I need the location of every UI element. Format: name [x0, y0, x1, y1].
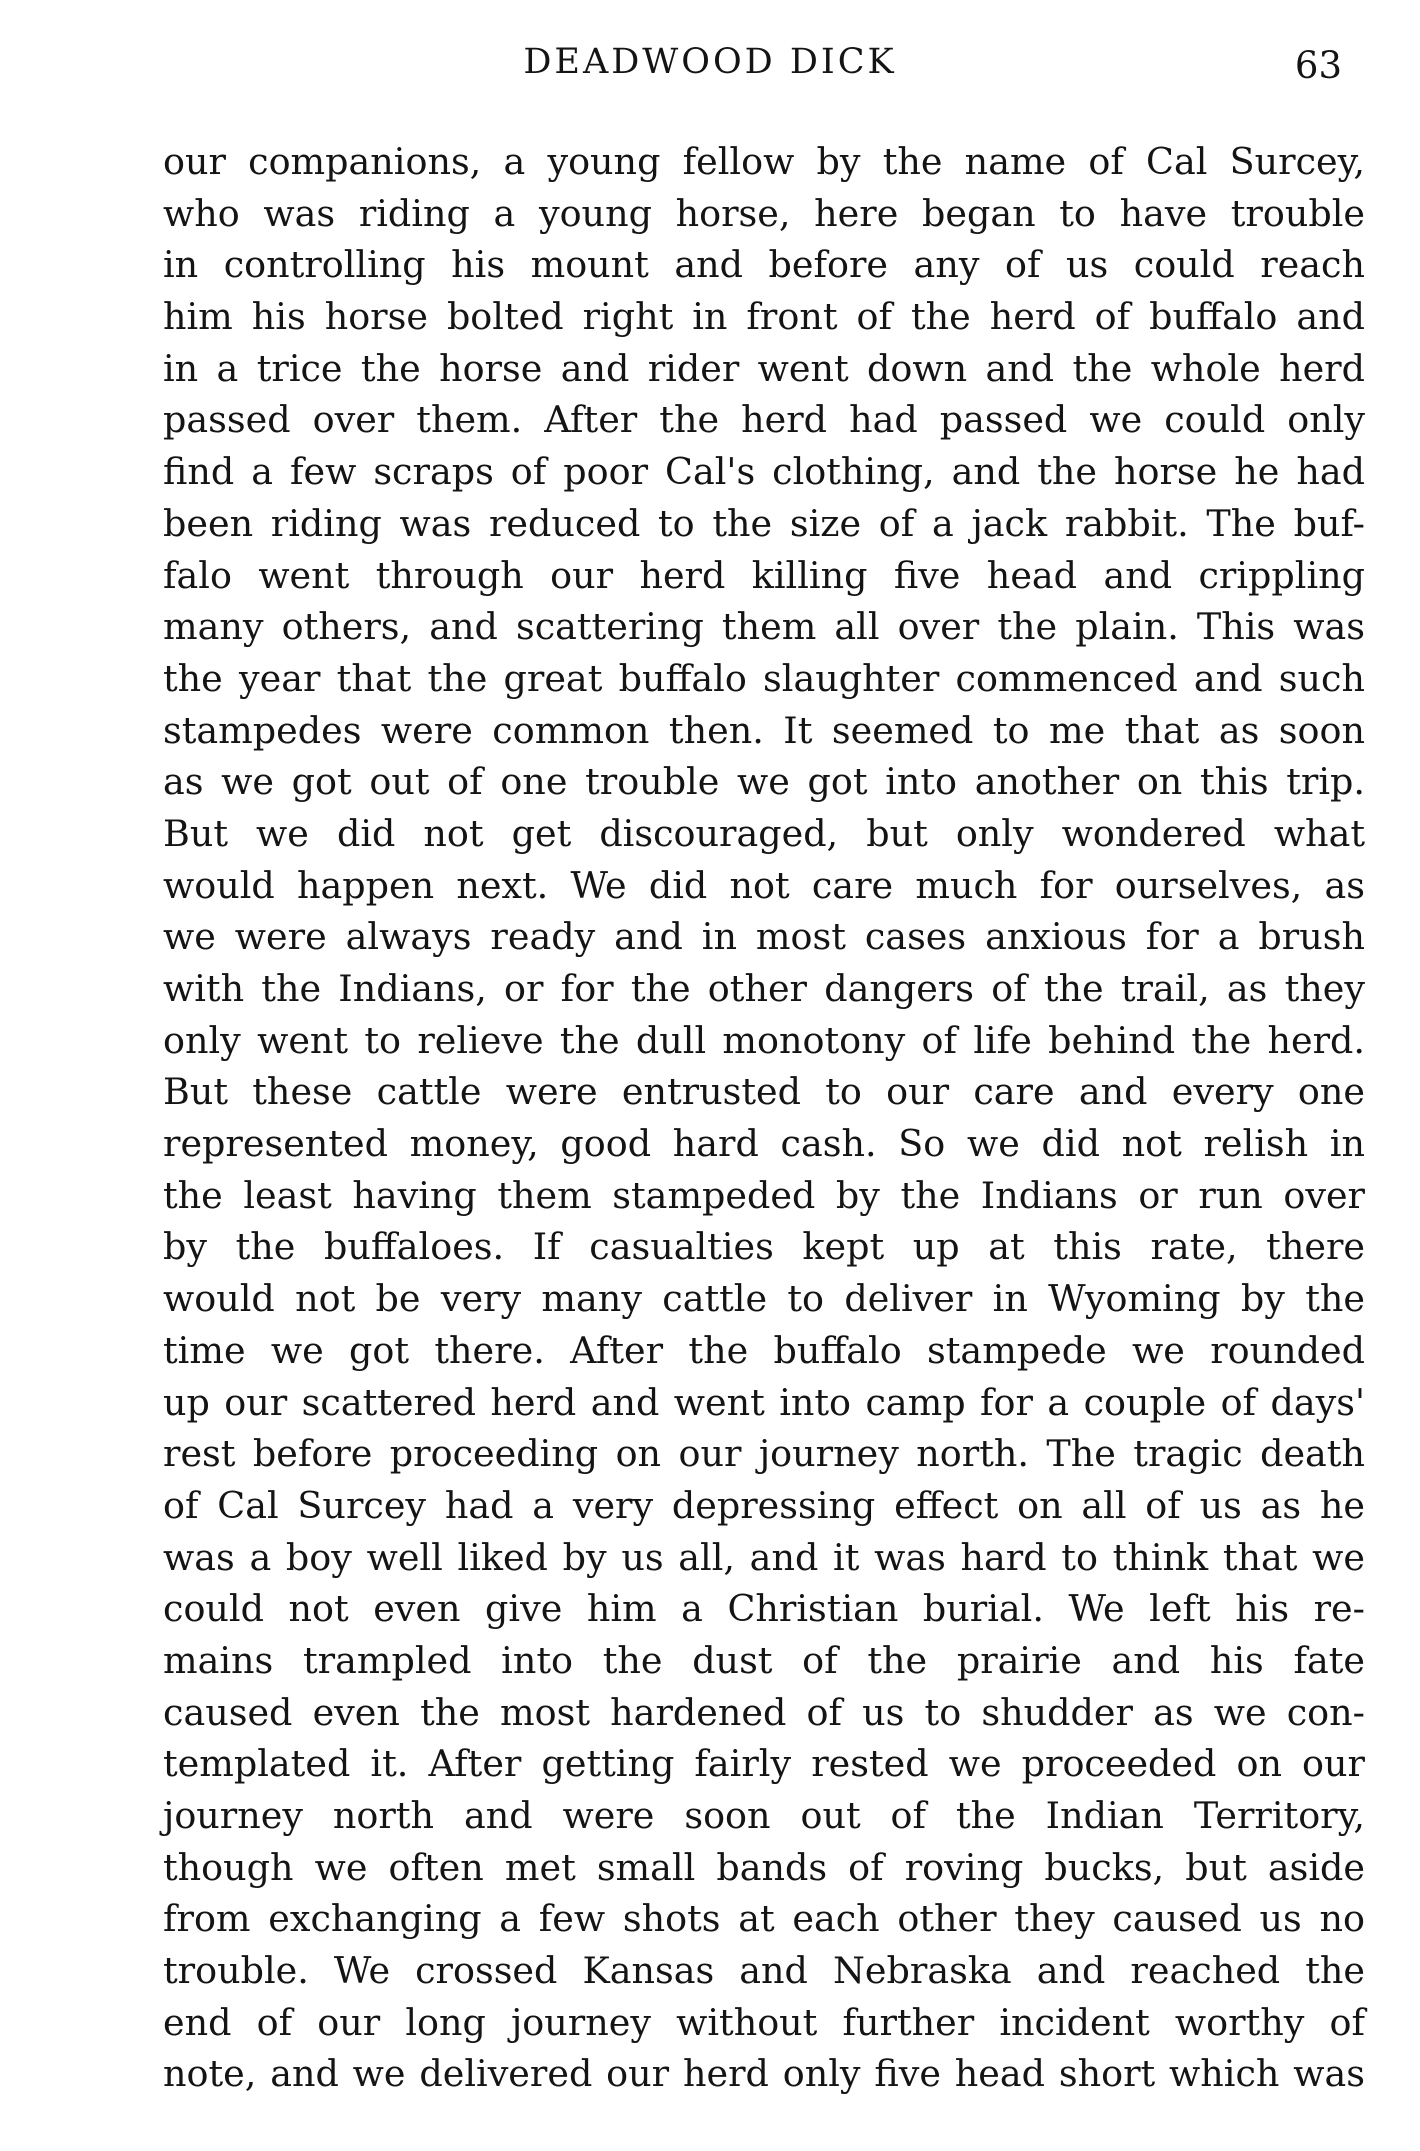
- text-line: trouble. We crossed Kansas and Nebraska and reached the: [163, 1949, 1365, 1993]
- text-line: the year that the great buffalo slaughter commenced and such: [163, 656, 1365, 700]
- text-line: him his horse bolted right in front of the herd of buffalo and: [163, 295, 1365, 339]
- text-line: who was riding a young horse, here began to have trouble: [163, 191, 1365, 235]
- text-line: could not even give him a Christian burial. We left his re-: [163, 1587, 1365, 1631]
- running-title: DEADWOOD DICK: [523, 42, 897, 82]
- page-number: 63: [1294, 44, 1342, 87]
- text-line: would happen next. We did not care much for ourselves, as: [163, 863, 1365, 907]
- text-line: many others, and scattering them all over the plain. This was: [163, 605, 1365, 649]
- text-line: journey north and were soon out of the Indian Territory,: [163, 1794, 1365, 1837]
- text-line: templated it. After getting fairly rested we proceeded on our: [163, 1742, 1365, 1786]
- text-line: our companions, a young fellow by the name of Cal Surcey,: [163, 140, 1365, 183]
- text-line: we were always ready and in most cases anxious for a brush: [163, 915, 1365, 959]
- text-line: in controlling his mount and before any of us could reach: [163, 243, 1365, 287]
- text-line: been riding was reduced to the size of a jack rabbit. The buf-: [163, 501, 1365, 545]
- text-line: represented money, good hard cash. So we did not relish in: [163, 1122, 1365, 1166]
- body-text: [163, 136, 1365, 2100]
- text-line: was a boy well liked by us all, and it was hard to think that we: [163, 1535, 1365, 1579]
- text-line: But these cattle were entrusted to our care and every one: [163, 1070, 1365, 1114]
- text-line: But we did not get discouraged, but only wondered what: [163, 811, 1365, 855]
- text-line: of Cal Surcey had a very depressing effect on all of us as he: [163, 1483, 1365, 1527]
- text-line: in a trice the horse and rider went down and the whole herd: [163, 346, 1365, 390]
- text-line: though we often met small bands of roving bucks, but aside: [163, 1845, 1365, 1889]
- text-line: find a few scraps of poor Cal's clothing, and the horse he had: [163, 450, 1365, 494]
- text-line: time we got there. After the buffalo stampede we rounded: [163, 1328, 1365, 1372]
- text-line: falo went through our herd killing five head and crippling: [163, 553, 1365, 597]
- running-header: [0, 42, 1420, 87]
- text-line: mains trampled into the dust of the prairie and his fate: [163, 1638, 1365, 1682]
- text-line: would not be very many cattle to deliver in Wyoming by the: [163, 1277, 1365, 1321]
- text-line: only went to relieve the dull monotony of life behind the herd.: [163, 1018, 1365, 1062]
- text-line: with the Indians, or for the other dangers of the trail, as they: [163, 967, 1365, 1010]
- text-line: up our scattered herd and went into camp for a couple of days': [163, 1380, 1365, 1424]
- text-line: from exchanging a few shots at each other they caused us no: [163, 1897, 1365, 1941]
- text-line: the least having them stampeded by the Indians or run over: [163, 1173, 1365, 1217]
- text-line: caused even the most hardened of us to shudder as we con-: [163, 1690, 1365, 1734]
- text-line: end of our long journey without further incident worthy of: [163, 2000, 1365, 2044]
- text-line: rest before proceeding on our journey north. The tragic death: [163, 1432, 1365, 1476]
- text-line: as we got out of one trouble we got into another on this trip.: [163, 760, 1365, 804]
- text-line: by the buffaloes. If casualties kept up at this rate, there: [163, 1225, 1365, 1269]
- text-line: stampedes were common then. It seemed to me that as soon: [163, 708, 1365, 752]
- text-line: passed over them. After the herd had passed we could only: [163, 398, 1365, 442]
- text-line: note, and we delivered our herd only five head short which was: [163, 2052, 1365, 2096]
